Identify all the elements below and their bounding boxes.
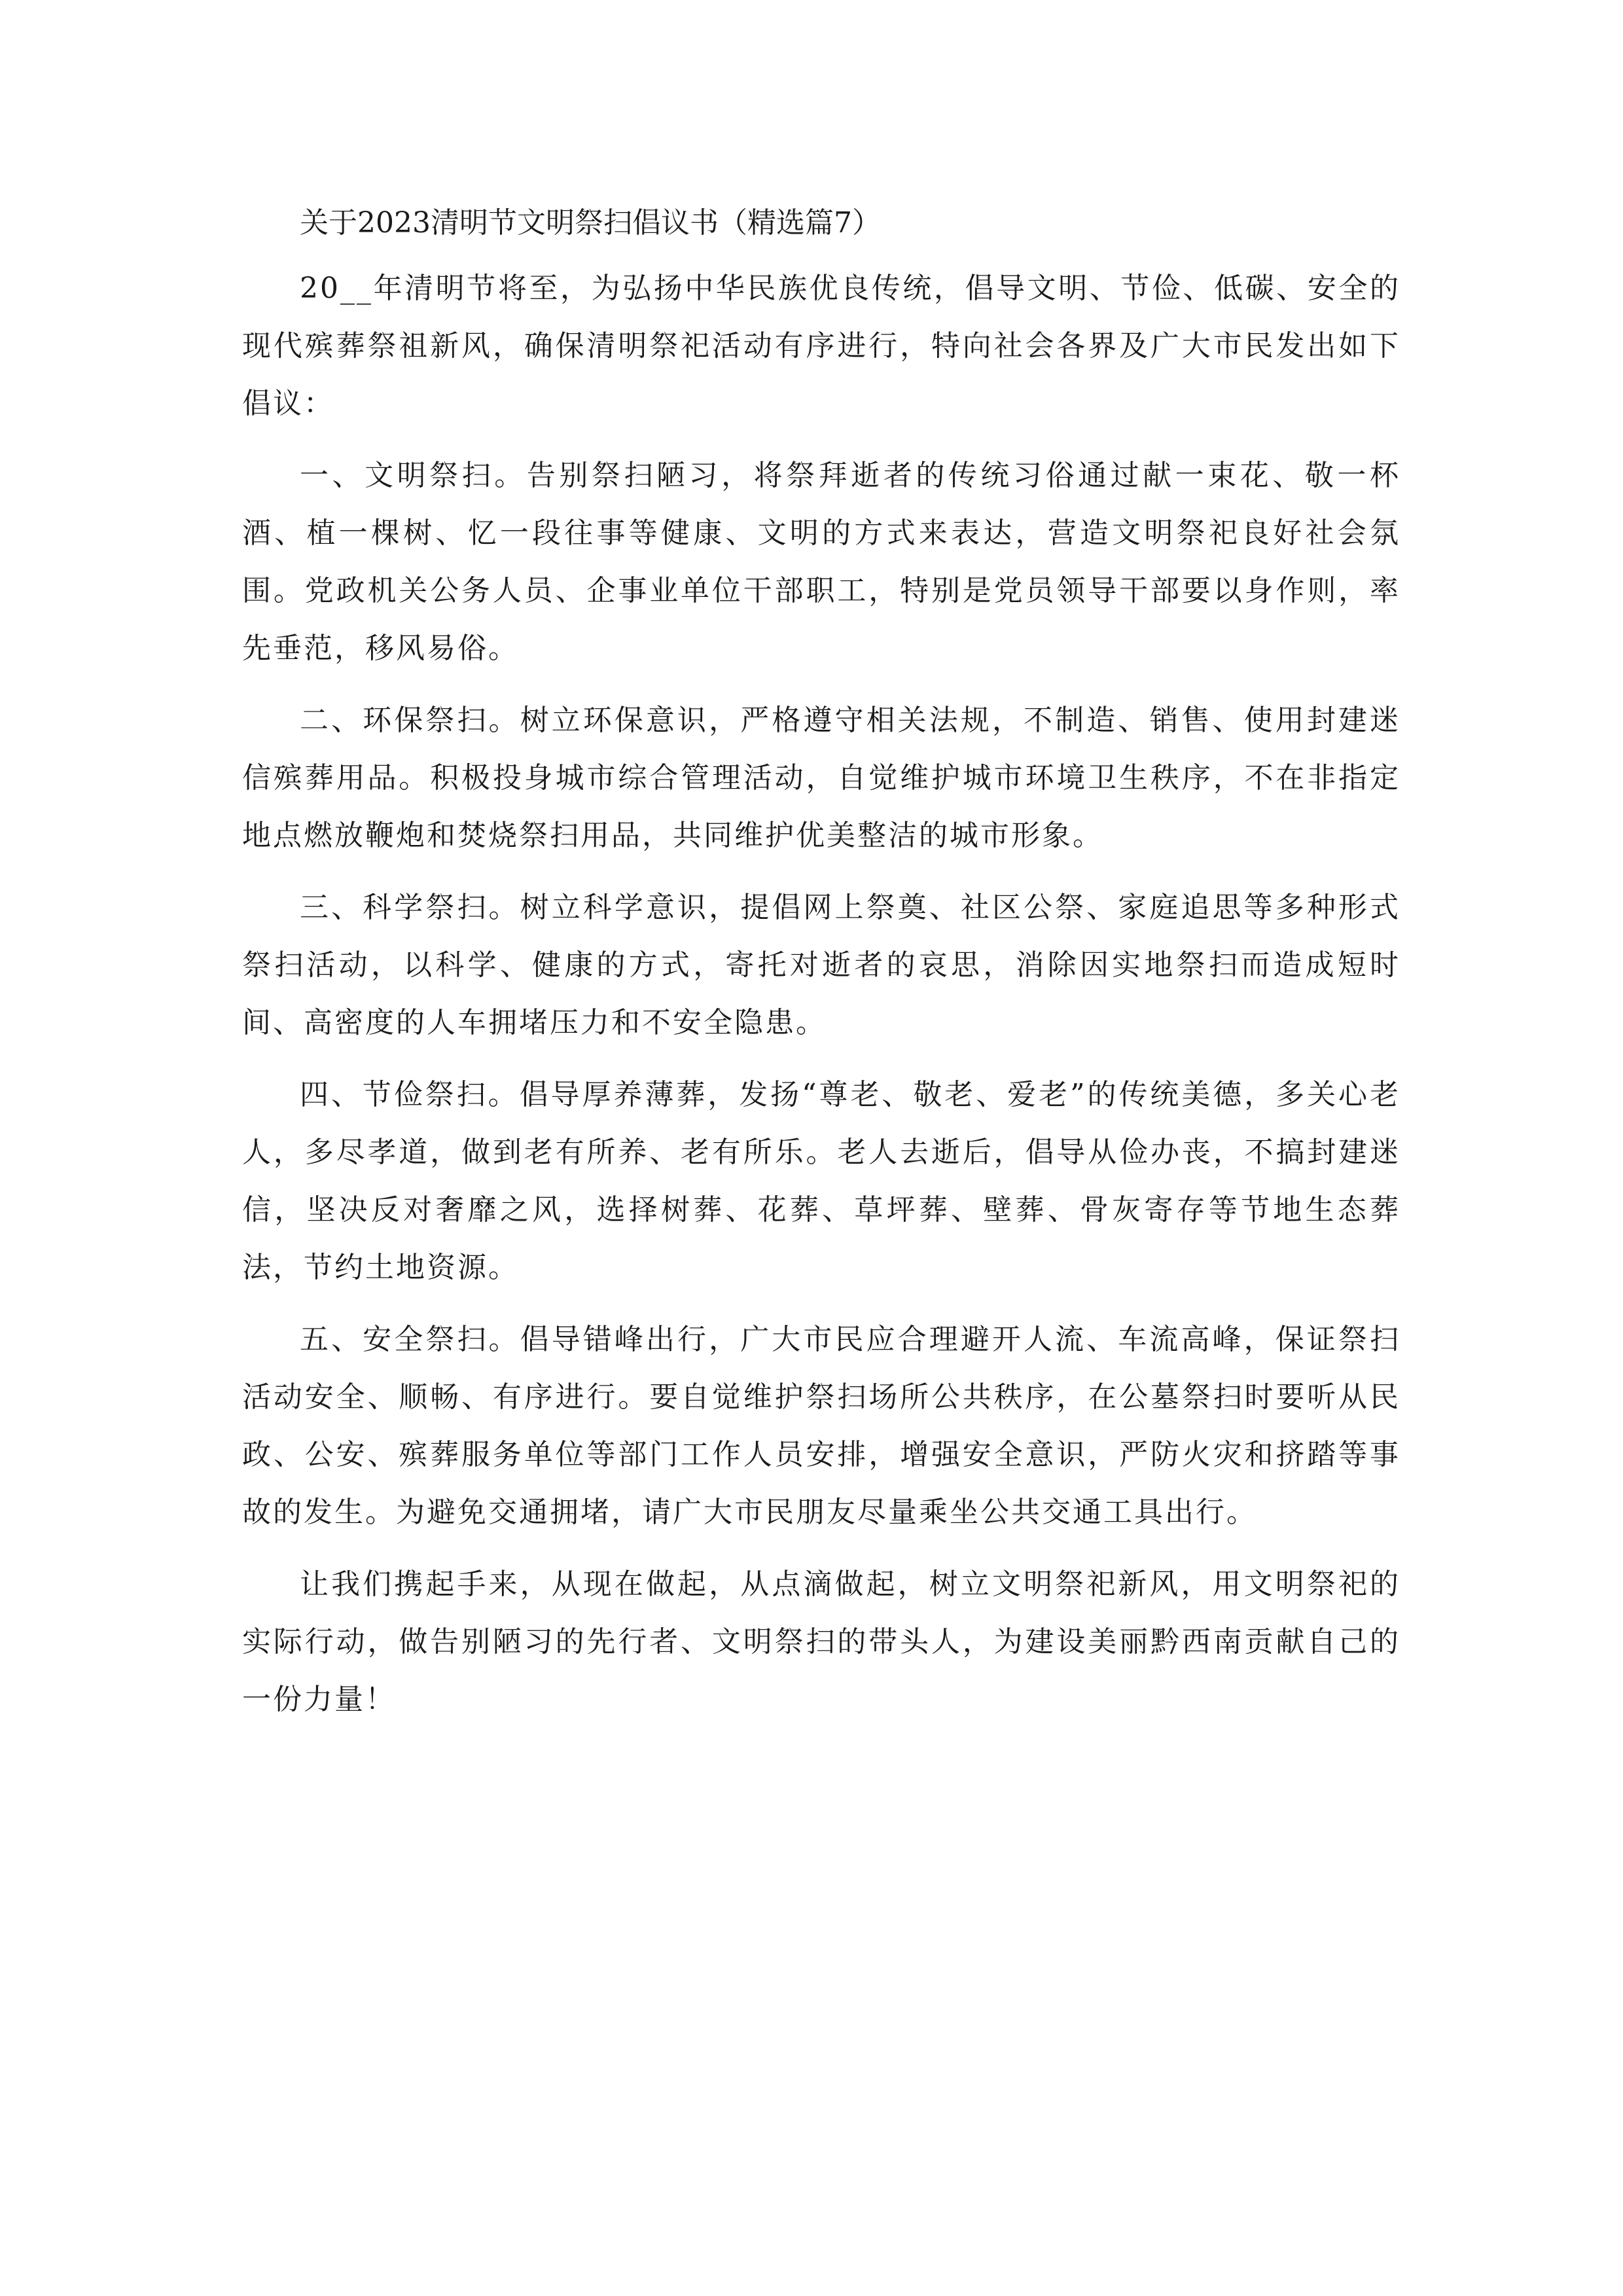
paragraph-frugal-sweeping: 四、节俭祭扫。倡导厚养薄葬，发扬“尊老、敬老、爱老”的传统美德，多关心老人，多尽孝道，做到老有所养、老有所乐。老人去逝后，倡导从俭办丧，不搞封建迷信，坚决反对奢靡之风，选择树葬、花葬、草坪葬、壁葬、骨灰寄存等节地生态葬法，节约土地资源。 bbox=[242, 1078, 1400, 1284]
paragraph-intro: 20__年清明节将至，为弘扬中华民族优良传统，倡导文明、节俭、低碳、安全的现代殡葬祭祖新风，确保清明祭祀活动有序进行，特向社会各界及广大市民发出如下倡议： bbox=[242, 272, 1400, 420]
document-body bbox=[242, 200, 1400, 1743]
paragraph-scientific-sweeping: 三、科学祭扫。树立科学意识，提倡网上祭奠、社区公祭、家庭追思等多种形式祭扫活动，以科学、健康的方式，寄托对逝者的哀思，消除因实地祭扫而造成短时间、高密度的人车拥堵压力和不安全隐患。 bbox=[242, 891, 1400, 1039]
paragraph-closing: 让我们携起手来，从现在做起，从点滴做起，树立文明祭祀新风，用文明祭祀的实际行动，做告别陋习的先行者、文明祭扫的带头人，为建设美丽黔西南贡献自己的一份力量！ bbox=[242, 1568, 1400, 1716]
paragraph-civilized-sweeping: 一、文明祭扫。告别祭扫陋习，将祭拜逝者的传统习俗通过献一束花、敬一杯酒、植一棵树、忆一段往事等健康、文明的方式来表达，营造文明祭祀良好社会氛围。党政机关公务人员、企事业单位干部职工，特别是党员领导干部要以身作则，率先垂范，移风易俗。 bbox=[242, 459, 1400, 665]
paragraph-eco-sweeping: 二、环保祭扫。树立环保意识，严格遵守相关法规，不制造、销售、使用封建迷信殡葬用品。积极投身城市综合管理活动，自觉维护城市环境卫生秩序，不在非指定地点燃放鞭炮和焚烧祭扫用品，共同维护优美整洁的城市形象。 bbox=[242, 704, 1400, 852]
document-title: 关于2023清明节文明祭扫倡议书（精选篇7） bbox=[300, 206, 881, 240]
paragraph-safe-sweeping: 五、安全祭扫。倡导错峰出行，广大市民应合理避开人流、车流高峰，保证祭扫活动安全、顺畅、有序进行。要自觉维护祭扫场所公共秩序，在公墓祭扫时要听从民政、公安、殡葬服务单位等部门工作人员安排，增强安全意识，严防火灾和挤踏等事故的发生。为避免交通拥堵，请广大市民朋友尽量乘坐公共交通工具出行。 bbox=[242, 1323, 1400, 1529]
